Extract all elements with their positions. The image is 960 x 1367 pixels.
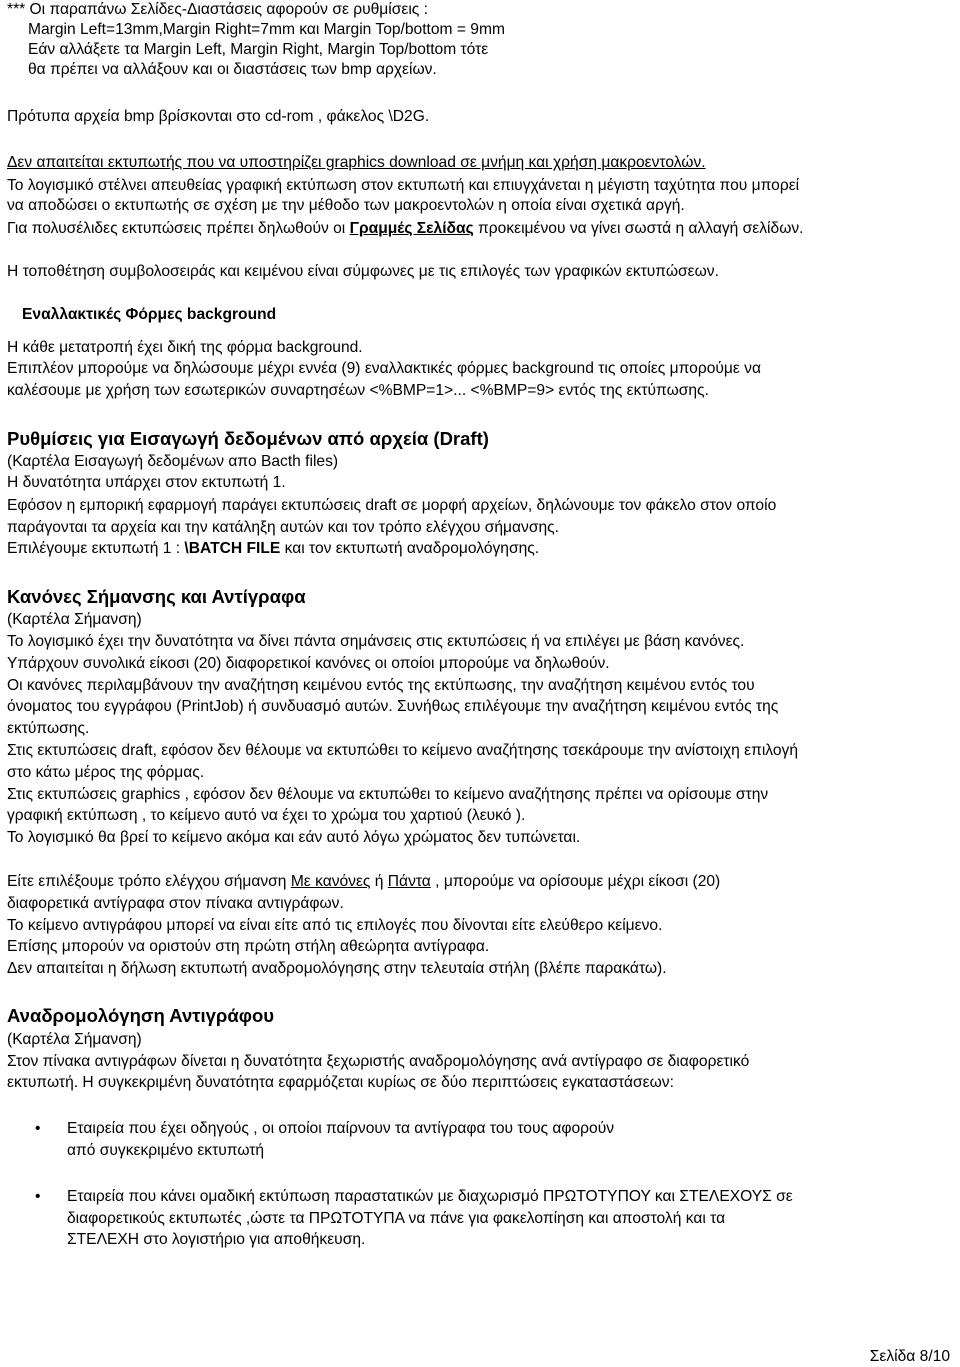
marking-mode-line bbox=[7, 872, 720, 892]
bullet-1-line: από συγκεκριμένο εκτυπωτή bbox=[67, 1142, 265, 1159]
rules-line: στο κάτω μέρος της φόρμας. bbox=[7, 764, 205, 781]
rules-line: Επίσης μπορούν να οριστούν στη πρώτη στήλη αθεώρητα αντίγραφα. bbox=[7, 938, 490, 955]
rules-line: διαφορετικά αντίγραφα στον πίνακα αντιγράφων. bbox=[7, 895, 344, 912]
page-lines-text-post: προκειμένου να γίνει σωστά η αλλαγή σελίδων. bbox=[473, 220, 804, 237]
page-lines-paragraph bbox=[7, 219, 804, 239]
rules-line: Το λογισμικό έχει την δυνατότητα να δίνει πάντα σημάνσεις στις εκτυπώσεις ή να επιλέγει με βάση κανόνες. bbox=[7, 633, 745, 650]
draft-printer-pre: Επιλέγουμε εκτυπωτή 1 : bbox=[7, 540, 185, 557]
batch-file-label: \BATCH FILE bbox=[184, 540, 281, 557]
marking-mode-pre: Είτε επιλέξουμε τρόπο ελέγχου σήμανση bbox=[7, 873, 291, 890]
page-number: Σελίδα 8/10 bbox=[869, 1348, 950, 1365]
graphics-heading: Δεν απαιτείται εκτυπωτής που να υποστηρίζει graphics download σε μνήμη και χρήση μακροεντολών. bbox=[7, 154, 706, 171]
rules-heading: Κανόνες Σήμανσης και Αντίγραφα bbox=[7, 586, 306, 607]
graphics-paragraph-line: να αποδώσει ο εκτυπωτής σε σχέση με την μέθοδο των μακροεντολών η οποία είναι σχετικά αργή. bbox=[7, 197, 685, 214]
rules-line: Το λογισμικό θα βρεί το κείμενο ακόμα και εάν αυτό λόγω χρώματος δεν τυπώνεται. bbox=[7, 829, 581, 846]
reroute-line: (Καρτέλα Σήμανση) bbox=[7, 1031, 142, 1048]
background-line: Επιπλέον μπορούμε να δηλώσουμε μέχρι εννέα (9) εναλλακτικές φόρμες background τις οποίες μπορούμε να bbox=[7, 360, 761, 377]
reroute-line: εκτυπωτή. Η συγκεκριμένη δυνατότητα εφαρμόζεται κυρίως σε δύο περιπτώσεις εγκαταστάσεων: bbox=[7, 1074, 674, 1091]
bullet-1-line: Εταιρεία που έχει οδηγούς , οι οποίοι παίρνουν τα αντίγραφα του τους αφορούν bbox=[67, 1120, 615, 1137]
reroute-heading: Αναδρομολόγηση Αντιγράφου bbox=[7, 1005, 275, 1026]
bullet-marker: • bbox=[35, 1120, 41, 1137]
marking-mode-mid: ή bbox=[370, 873, 388, 890]
margin-note-line-3: Εάν αλλάξετε τα Margin Left, Margin Right, Margin Top/bottom τότε bbox=[28, 41, 489, 58]
page-lines-link[interactable]: Γραμμές Σελίδας bbox=[349, 220, 474, 237]
margin-note-line-4: θα πρέπει να αλλάξουν και οι διαστάσεις των bmp αρχείων. bbox=[28, 61, 437, 78]
draft-printer-line bbox=[7, 539, 539, 559]
graphics-paragraph-line: Το λογισμικό στέλνει απευθείας γραφική εκτύπωση στον εκτυπωτή και επιυγχάνεται η μέγιστη ταχύτητα που μπορεί bbox=[7, 177, 800, 194]
draft-line: Η δυνατότητα υπάρχει στον εκτυπωτή 1. bbox=[7, 474, 286, 491]
rules-line: εκτύπωσης. bbox=[7, 720, 90, 737]
rules-mode-link[interactable]: Με κανόνες bbox=[290, 873, 371, 890]
bullet-2-line: ΣΤΕΛΕΧΗ στο λογιστήριο για αποθήκευση. bbox=[67, 1231, 366, 1248]
draft-line: (Καρτέλα Εισαγωγή δεδομένων απο Bacth files) bbox=[7, 453, 339, 470]
rules-line: γραφική εκτύπωση , το κείμενο αυτό να έχει το χρώμα του χαρτιού (λευκό ). bbox=[7, 807, 526, 824]
rules-line: Δεν απαιτείται η δήλωση εκτυπωτή αναδρομολόγησης στην τελευταία στήλη (βλέπε παρακάτω). bbox=[7, 960, 667, 977]
string-placement-text: Η τοποθέτηση συμβολοσειράς και κειμένου είναι σύμφωνες με τις επιλογές των γραφικών εκτυπώσεων. bbox=[7, 263, 719, 280]
margin-note-line-1: *** Οι παραπάνω Σελίδες-Διαστάσεις αφορούν σε ρυθμίσεις : bbox=[7, 1, 428, 18]
rules-line: όνοματος του εγγράφου (PrintJob) ή συνδυασμό αυτών. Συνήθως επιλέγουμε την αναζήτηση κειμένου εντός της bbox=[7, 698, 779, 715]
draft-settings-heading: Ρυθμίσεις για Εισαγωγή δεδομένων από αρχεία (Draft) bbox=[7, 428, 489, 449]
background-line: Η κάθε μετατροπή έχει δική της φόρμα background. bbox=[7, 339, 363, 356]
bmp-folder-text: Πρότυπα αρχεία bmp βρίσκονται στο cd-rom , φάκελος \D2G. bbox=[7, 108, 430, 125]
bullet-marker: • bbox=[35, 1188, 41, 1205]
rules-line: Υπάρχουν συνολικά είκοσι (20) διαφορετικοί κανόνες οι οποίοι μπορούμε να δηλωθούν. bbox=[7, 655, 610, 672]
rules-line: (Καρτέλα Σήμανση) bbox=[7, 611, 142, 628]
background-forms-heading: Εναλλακτικές Φόρμες background bbox=[22, 306, 277, 323]
rules-line: Στις εκτυπώσεις draft, εφόσον δεν θέλουμε να εκτυπώθει το κείμενο αναζήτησης τσεκάρουμε την ανίστοιχη επιλογή bbox=[7, 742, 799, 759]
draft-line: παράγονται τα αρχεία και την κατάληξη αυτών και τον τρόπο ελέγχου σήμανσης. bbox=[7, 519, 559, 536]
bullet-2-line: Εταιρεία που κάνει ομαδική εκτύπωση παραστατικών με διαχωρισμό ΠΡΩΤΟΤΥΠΟΥ και ΣΤΕΛΕΧΟΥΣ σε bbox=[67, 1188, 793, 1205]
draft-printer-post: και τον εκτυπωτή αναδρομολόγησης. bbox=[280, 540, 540, 557]
page-lines-text-pre: Για πολυσέλιδες εκτυπώσεις πρέπει δηλωθούν οι bbox=[7, 220, 350, 237]
margin-note-line-2: Margin Left=13mm,Margin Right=7mm και Margin Top/bottom = 9mm bbox=[28, 21, 505, 38]
bullet-2-line: διαφορετικούς εκτυπωτές ,ώστε τα ΠΡΩΤΟΤΥΠΑ να πάνε για φακελοπίηση και αποστολή και τα bbox=[67, 1210, 726, 1227]
reroute-line: Στον πίνακα αντιγράφων δίνεται η δυνατότητα ξεχωριστής αναδρομολόγησης ανά αντίγραφο σε διαφορετικό bbox=[7, 1053, 750, 1070]
draft-line: Εφόσον η εμπορική εφαρμογή παράγει εκτυπώσεις draft σε μορφή αρχείων, δηλώνουμε τον φάκελο στον οποίο bbox=[7, 497, 777, 514]
marking-mode-post: , μπορούμε να ορίσουμε μέχρι είκοσι (20) bbox=[430, 873, 721, 890]
rules-line: Στις εκτυπώσεις graphics , εφόσον δεν θέλουμε να εκτυπώθει το κείμενο αναζήτησης πρέπει να ορίσουμε στην bbox=[7, 786, 769, 803]
always-mode-link[interactable]: Πάντα bbox=[387, 873, 431, 890]
rules-line: Το κείμενο αντιγράφου μπορεί να είναι είτε από τις επιλογές που δίνονται είτε ελεύθερο κείμενο. bbox=[7, 917, 663, 934]
background-line: καλέσουμε με χρήση των εσωτερικών συναρτησέων <%BMP=1>... <%BMP=9> εντός της εκτύπωσης. bbox=[7, 382, 709, 399]
rules-line: Οι κανόνες περιλαμβάνουν την αναζήτηση κειμένου εντός της εκτύπωσης, την αναζήτηση κειμένου εντός του bbox=[7, 677, 755, 694]
